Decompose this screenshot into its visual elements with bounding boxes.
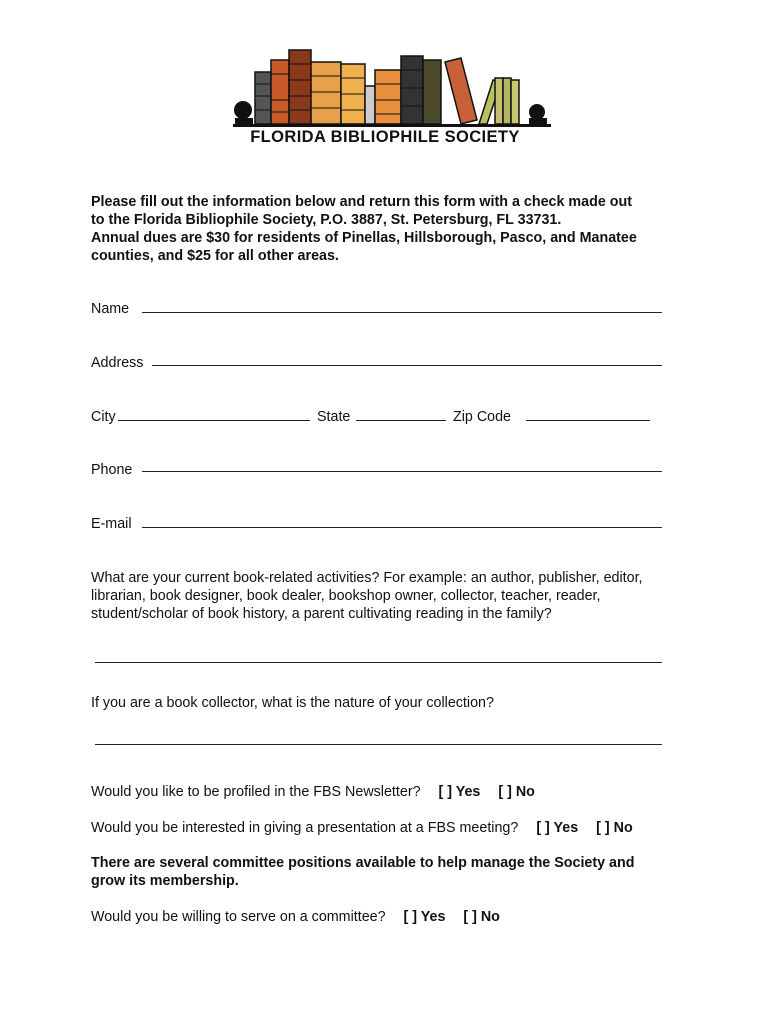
- newsletter-row: [91, 783, 691, 801]
- address-field[interactable]: [152, 365, 662, 366]
- committee-note-line: grow its membership.: [91, 873, 239, 889]
- logo-title: FLORIDA BIBLIOPHILE SOCIETY: [250, 128, 520, 146]
- intro-line: to the Florida Bibliophile Society, P.O. 3887, St. Petersburg, FL 33731.: [91, 212, 562, 228]
- presentation-yes-checkbox[interactable]: [ ] Yes: [536, 820, 579, 836]
- phone-field[interactable]: [142, 471, 662, 472]
- state-field[interactable]: [356, 420, 446, 421]
- newsletter-yes-checkbox[interactable]: [ ] Yes: [438, 784, 481, 800]
- committee-note-line: There are several committee positions available to help manage the Society and: [91, 855, 635, 871]
- activities-question: [91, 569, 691, 623]
- activities-answer-field[interactable]: [95, 662, 662, 663]
- newsletter-no-checkbox[interactable]: [ ] No: [498, 784, 535, 800]
- address-label: Address: [91, 355, 144, 371]
- intro-line: counties, and $25 for all other areas.: [91, 248, 339, 264]
- collection-question: If you are a book collector, what is the nature of your collection?: [91, 695, 494, 711]
- committee-question: Would you be willing to serve on a committee?: [91, 909, 386, 925]
- intro-line: Annual dues are $30 for residents of Pinellas, Hillsborough, Pasco, and Manatee: [91, 230, 637, 246]
- name-label: Name: [91, 301, 130, 317]
- committee-row: [91, 908, 691, 926]
- committee-note: [91, 854, 691, 890]
- newsletter-question: Would you like to be profiled in the FBS Newsletter?: [91, 784, 421, 800]
- intro-paragraph: [91, 193, 691, 265]
- committee-no-checkbox[interactable]: [ ] No: [463, 909, 500, 925]
- email-label: E-mail: [91, 516, 132, 532]
- activities-line: librarian, book designer, book dealer, bookshop owner, collector, teacher, reader,: [91, 588, 601, 604]
- activities-line: What are your current book-related activities? For example: an author, publisher, editor,: [91, 570, 643, 586]
- presentation-question: Would you be interested in giving a presentation at a FBS meeting?: [91, 820, 519, 836]
- intro-line: Please fill out the information below and return this form with a check made out: [91, 194, 632, 210]
- email-field[interactable]: [142, 527, 662, 528]
- collection-answer-field[interactable]: [95, 744, 662, 745]
- city-field[interactable]: [118, 420, 310, 421]
- phone-label: Phone: [91, 462, 133, 478]
- presentation-row: [91, 819, 731, 837]
- activities-line: student/scholar of book history, a parent cultivating reading in the family?: [91, 606, 552, 622]
- zip-field[interactable]: [526, 420, 650, 421]
- city-label: City: [91, 409, 116, 425]
- presentation-no-checkbox[interactable]: [ ] No: [596, 820, 633, 836]
- zip-label: Zip Code: [453, 409, 512, 425]
- committee-yes-checkbox[interactable]: [ ] Yes: [403, 909, 446, 925]
- state-label: State: [317, 409, 351, 425]
- name-field[interactable]: [142, 312, 662, 313]
